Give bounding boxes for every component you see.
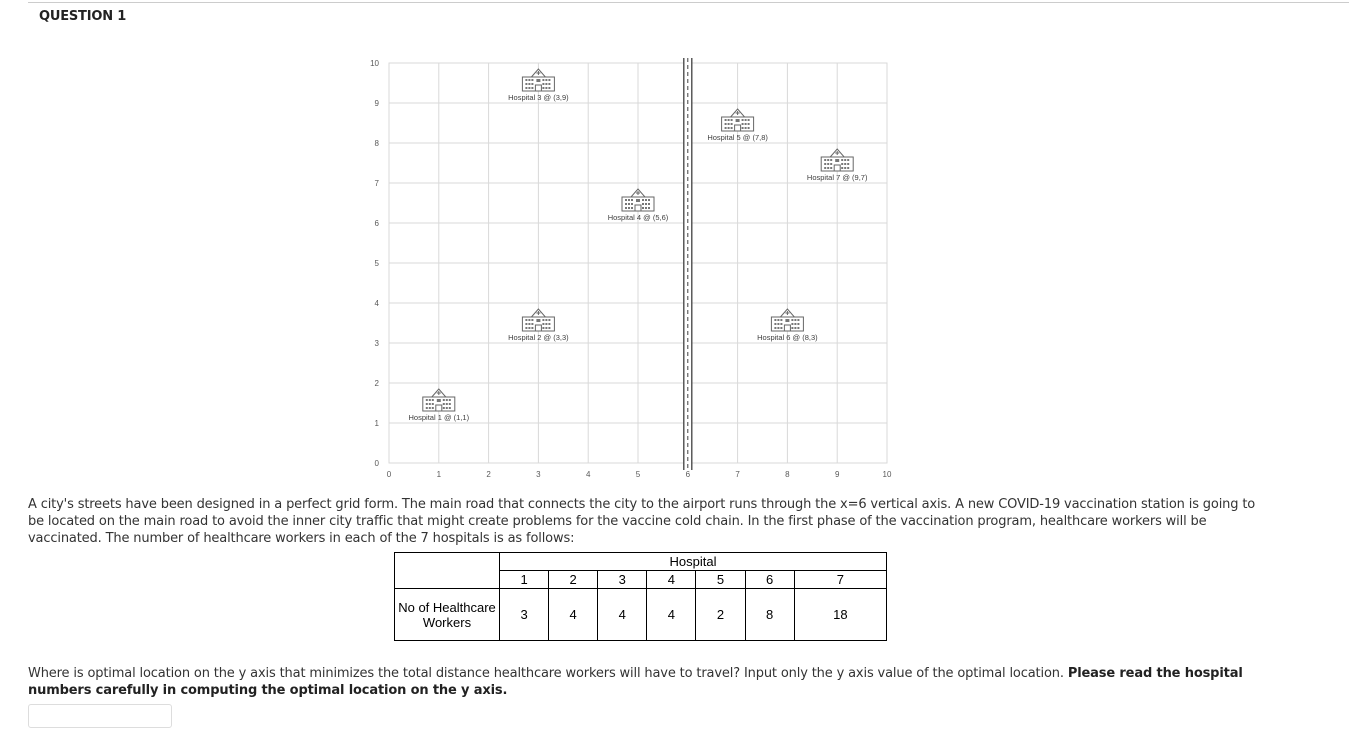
hospital-icon-window bbox=[545, 83, 547, 85]
hospital-icon-window bbox=[628, 203, 630, 205]
x-tick-label: 4 bbox=[585, 470, 591, 479]
table-corner-cell bbox=[395, 553, 500, 589]
hospital-icon-window bbox=[844, 167, 846, 169]
workers-count-cell: 8 bbox=[745, 589, 794, 641]
y-tick-label: 7 bbox=[374, 179, 379, 188]
hospital-icon-window bbox=[625, 207, 627, 209]
y-tick-label: 8 bbox=[374, 139, 379, 148]
hospital-icon-window bbox=[794, 319, 796, 321]
hospital-point-label: Hospital 1 @ (1,1) bbox=[408, 413, 470, 422]
hospital-icon-window bbox=[432, 403, 434, 405]
hospital-icon-window bbox=[528, 87, 530, 89]
hospital-icon-window bbox=[545, 319, 547, 321]
hospital-icon-window bbox=[426, 403, 428, 405]
hospital-icon-window bbox=[742, 123, 744, 125]
x-tick-label: 6 bbox=[685, 470, 691, 479]
hospital-point-label: Hospital 3 @ (3,9) bbox=[508, 93, 569, 102]
hospital-icon-window bbox=[437, 399, 441, 402]
hospital-icon-window bbox=[794, 323, 796, 325]
hospital-icon-window bbox=[847, 159, 849, 161]
hospital-icon-window bbox=[830, 167, 832, 169]
hospital-icon-window bbox=[728, 127, 730, 129]
hospital-icon-window bbox=[777, 327, 779, 329]
hospital-icon-window bbox=[545, 327, 547, 329]
hospital-icon-window bbox=[429, 403, 431, 405]
hospital-icon-window bbox=[631, 199, 633, 201]
hospital-icon-window bbox=[847, 163, 849, 165]
hospital-icon-window bbox=[528, 83, 530, 85]
hospital-icon-window bbox=[774, 319, 776, 321]
hospital-icon-door bbox=[635, 205, 641, 211]
hospital-icon-window bbox=[745, 119, 747, 121]
x-tick-label: 10 bbox=[882, 470, 892, 479]
hospital-icon-door bbox=[784, 325, 790, 331]
hospital-icon-window bbox=[432, 399, 434, 401]
hospital-icon-window bbox=[785, 319, 789, 322]
hospital-icon-window bbox=[648, 199, 650, 201]
hospital-icon-window bbox=[731, 123, 733, 125]
hospital-icon-window bbox=[844, 163, 846, 165]
hospital-icon-window bbox=[548, 87, 550, 89]
workers-count-cell: 18 bbox=[794, 589, 886, 641]
hospital-point-label: Hospital 6 @ (8,3) bbox=[757, 333, 818, 342]
hospital-icon-window bbox=[642, 199, 644, 201]
hospital-icon-window bbox=[528, 323, 530, 325]
hospital-icon-window bbox=[791, 323, 793, 325]
hospital-icon-window bbox=[528, 319, 530, 321]
hospital-icon-window bbox=[531, 323, 533, 325]
hospital-icon-door bbox=[535, 85, 541, 91]
hospital-icon-window bbox=[645, 199, 647, 201]
hospital-icon-window bbox=[830, 159, 832, 161]
hospital-icon-window bbox=[446, 399, 448, 401]
hospital-icon-window bbox=[531, 319, 533, 321]
hospital-icon-window bbox=[824, 159, 826, 161]
hospital-icon-window bbox=[628, 207, 630, 209]
hospital-icon-window bbox=[525, 87, 527, 89]
hospital-icon-window bbox=[542, 319, 544, 321]
hospital-icon-window bbox=[791, 319, 793, 321]
hospital-icon-window bbox=[542, 87, 544, 89]
y-tick-label: 6 bbox=[374, 219, 379, 228]
hospital-icon-window bbox=[525, 327, 527, 329]
top-divider bbox=[28, 2, 1349, 3]
hospital-icon-window bbox=[548, 319, 550, 321]
hospital-icon-window bbox=[542, 83, 544, 85]
hospital-icon-window bbox=[536, 79, 540, 82]
hospital-icon-window bbox=[542, 79, 544, 81]
hospital-icon-window bbox=[728, 123, 730, 125]
hospital-icon-window bbox=[525, 319, 527, 321]
hospital-icon-window bbox=[745, 127, 747, 129]
hospital-icon-window bbox=[824, 167, 826, 169]
hospital-icon-window bbox=[774, 323, 776, 325]
hospital-icon-window bbox=[545, 79, 547, 81]
hospital-icon-window bbox=[777, 323, 779, 325]
hospital-icon-window bbox=[780, 319, 782, 321]
y-tick-label: 10 bbox=[370, 59, 379, 68]
hospital-point-label: Hospital 5 @ (7,8) bbox=[707, 133, 768, 142]
hospital-icon-window bbox=[645, 207, 647, 209]
workers-count-cell: 2 bbox=[696, 589, 745, 641]
x-tick-label: 0 bbox=[386, 470, 392, 479]
question-title: QUESTION 1 bbox=[39, 9, 127, 24]
hospital-icon-window bbox=[824, 163, 826, 165]
hospital-icon-window bbox=[531, 327, 533, 329]
workers-count-cell: 4 bbox=[598, 589, 647, 641]
hospital-icon-window bbox=[525, 83, 527, 85]
workers-count-cell: 4 bbox=[549, 589, 598, 641]
hospital-icon-window bbox=[642, 207, 644, 209]
y-tick-label: 2 bbox=[374, 379, 379, 388]
hospital-icon-window bbox=[542, 327, 544, 329]
hospital-icon-window bbox=[794, 327, 796, 329]
hospital-icon-window bbox=[797, 319, 799, 321]
hospital-icon-window bbox=[742, 127, 744, 129]
hospital-icon-window bbox=[449, 407, 451, 409]
hospital-number-cell: 1 bbox=[500, 571, 549, 589]
hospital-icon-window bbox=[642, 203, 644, 205]
hospital-icon-window bbox=[797, 327, 799, 329]
hospital-icon-window bbox=[636, 199, 640, 202]
workers-row-label: No of Healthcare Workers bbox=[395, 589, 500, 641]
hospital-icon-window bbox=[841, 167, 843, 169]
hospital-icon-window bbox=[827, 163, 829, 165]
hospital-icon-window bbox=[827, 167, 829, 169]
hospital-icon-window bbox=[429, 399, 431, 401]
hospital-icon-window bbox=[748, 127, 750, 129]
question-prompt-text: Where is optimal location on the y axis that minimizes the total distance healthcare workers will have to travel? Input only the y axis value of the optimal location. bbox=[28, 666, 1068, 681]
y-tick-label: 3 bbox=[374, 339, 379, 348]
hospital-icon-window bbox=[525, 79, 527, 81]
hospital-icon-window bbox=[731, 119, 733, 121]
hospital-icon-window bbox=[443, 399, 445, 401]
answer-input[interactable] bbox=[28, 704, 172, 728]
hospital-icon-window bbox=[728, 119, 730, 121]
hospital-icon-window bbox=[745, 123, 747, 125]
hospital-icon-window bbox=[449, 399, 451, 401]
x-tick-label: 7 bbox=[735, 470, 740, 479]
hospital-number-cell: 2 bbox=[549, 571, 598, 589]
hospital-icon-window bbox=[777, 319, 779, 321]
hospital-icon-window bbox=[780, 323, 782, 325]
hospital-icon-window bbox=[827, 159, 829, 161]
x-tick-label: 1 bbox=[436, 470, 442, 479]
hospital-icon-window bbox=[528, 79, 530, 81]
hospital-number-cell: 7 bbox=[794, 571, 886, 589]
hospital-icon-window bbox=[531, 83, 533, 85]
x-tick-label: 9 bbox=[834, 470, 840, 479]
hospital-icon-window bbox=[725, 127, 727, 129]
hospital-icon-window bbox=[531, 79, 533, 81]
hospital-icon-window bbox=[536, 319, 540, 322]
hospital-icon-window bbox=[528, 327, 530, 329]
hospital-icon-window bbox=[429, 407, 431, 409]
hospital-icon-window bbox=[830, 163, 832, 165]
hospital-icon-door bbox=[436, 405, 442, 411]
hospital-icon-window bbox=[545, 87, 547, 89]
hospital-icon-window bbox=[628, 199, 630, 201]
hospital-icon-window bbox=[548, 79, 550, 81]
y-tick-label: 4 bbox=[374, 299, 379, 308]
hospital-icon-window bbox=[748, 123, 750, 125]
hospital-icon-window bbox=[648, 207, 650, 209]
hospital-icon-window bbox=[548, 323, 550, 325]
hospital-icon-window bbox=[847, 167, 849, 169]
hospital-icon-window bbox=[542, 323, 544, 325]
hospital-icon-window bbox=[631, 207, 633, 209]
hospital-icon-window bbox=[432, 407, 434, 409]
x-tick-label: 5 bbox=[635, 470, 641, 479]
hospital-icon-window bbox=[426, 407, 428, 409]
hospital-group-header: Hospital bbox=[500, 553, 887, 571]
hospital-number-cell: 4 bbox=[647, 571, 696, 589]
hospital-icon-window bbox=[791, 327, 793, 329]
hospital-icon-window bbox=[725, 123, 727, 125]
hospital-icon-window bbox=[736, 119, 740, 122]
hospital-point-label: Hospital 7 @ (9,7) bbox=[806, 173, 868, 182]
y-tick-label: 1 bbox=[374, 419, 379, 428]
hospital-grid-chart bbox=[360, 52, 900, 492]
y-tick-label: 9 bbox=[374, 99, 379, 108]
hospital-icon-door bbox=[535, 325, 541, 331]
x-tick-label: 3 bbox=[536, 470, 541, 479]
y-tick-label: 0 bbox=[374, 459, 379, 468]
hospital-number-cell: 5 bbox=[696, 571, 745, 589]
hospital-icon-window bbox=[645, 203, 647, 205]
hospital-icon-window bbox=[449, 403, 451, 405]
hospital-icon-window bbox=[844, 159, 846, 161]
x-tick-label: 8 bbox=[785, 470, 790, 479]
hospital-icon-window bbox=[742, 119, 744, 121]
hospital-icon-window bbox=[545, 323, 547, 325]
hospital-icon-door bbox=[834, 165, 840, 171]
hospital-icon-window bbox=[548, 327, 550, 329]
hospital-icon-window bbox=[531, 87, 533, 89]
healthcare-workers-table bbox=[394, 552, 887, 641]
y-tick-label: 5 bbox=[374, 259, 379, 268]
hospital-point-label: Hospital 2 @ (3,3) bbox=[508, 333, 569, 342]
hospital-icon-window bbox=[774, 327, 776, 329]
hospital-icon-window bbox=[648, 203, 650, 205]
hospital-icon-window bbox=[426, 399, 428, 401]
x-tick-label: 2 bbox=[486, 470, 491, 479]
hospital-icon-window bbox=[625, 203, 627, 205]
hospital-icon-window bbox=[625, 199, 627, 201]
hospital-icon-window bbox=[525, 323, 527, 325]
hospital-point-label: Hospital 4 @ (5,6) bbox=[607, 213, 669, 222]
hospital-icon-window bbox=[780, 327, 782, 329]
hospital-icon-window bbox=[446, 403, 448, 405]
question-prompt bbox=[28, 665, 1278, 699]
hospital-icon-window bbox=[548, 83, 550, 85]
hospital-icon-door bbox=[735, 125, 741, 131]
hospital-icon-window bbox=[841, 163, 843, 165]
workers-row bbox=[395, 589, 887, 641]
hospital-icon-window bbox=[443, 407, 445, 409]
hospital-number-cell: 3 bbox=[598, 571, 647, 589]
hospital-number-cell: 6 bbox=[745, 571, 794, 589]
hospital-icon-window bbox=[797, 323, 799, 325]
hospital-icon-window bbox=[446, 407, 448, 409]
hospital-icon-window bbox=[841, 159, 843, 161]
hospital-icon-window bbox=[631, 203, 633, 205]
question-paragraph: A city's streets have been designed in a perfect grid form. The main road that connects the city to the airport runs through the x=6 vertical axis. A new COVID-19 vaccination station is going to be located on the main road to avoid the inner city traffic that might create problems for the vaccine cold chain. In the first phase of the vaccination program, healthcare workers will be vaccinated. The number of healthcare workers in each of the 7 hospitals is as follows: bbox=[28, 497, 1256, 546]
hospital-icon-window bbox=[443, 403, 445, 405]
workers-count-cell: 4 bbox=[647, 589, 696, 641]
hospital-icon-window bbox=[731, 127, 733, 129]
hospital-icon-window bbox=[835, 159, 839, 162]
hospital-icon-window bbox=[725, 119, 727, 121]
question-prompt-bold: Please read the hospital numbers carefully in computing the optimal location on the y axis. bbox=[28, 666, 1243, 698]
table-header-row bbox=[395, 553, 887, 571]
workers-count-cell: 3 bbox=[500, 589, 549, 641]
hospital-icon-window bbox=[748, 119, 750, 121]
